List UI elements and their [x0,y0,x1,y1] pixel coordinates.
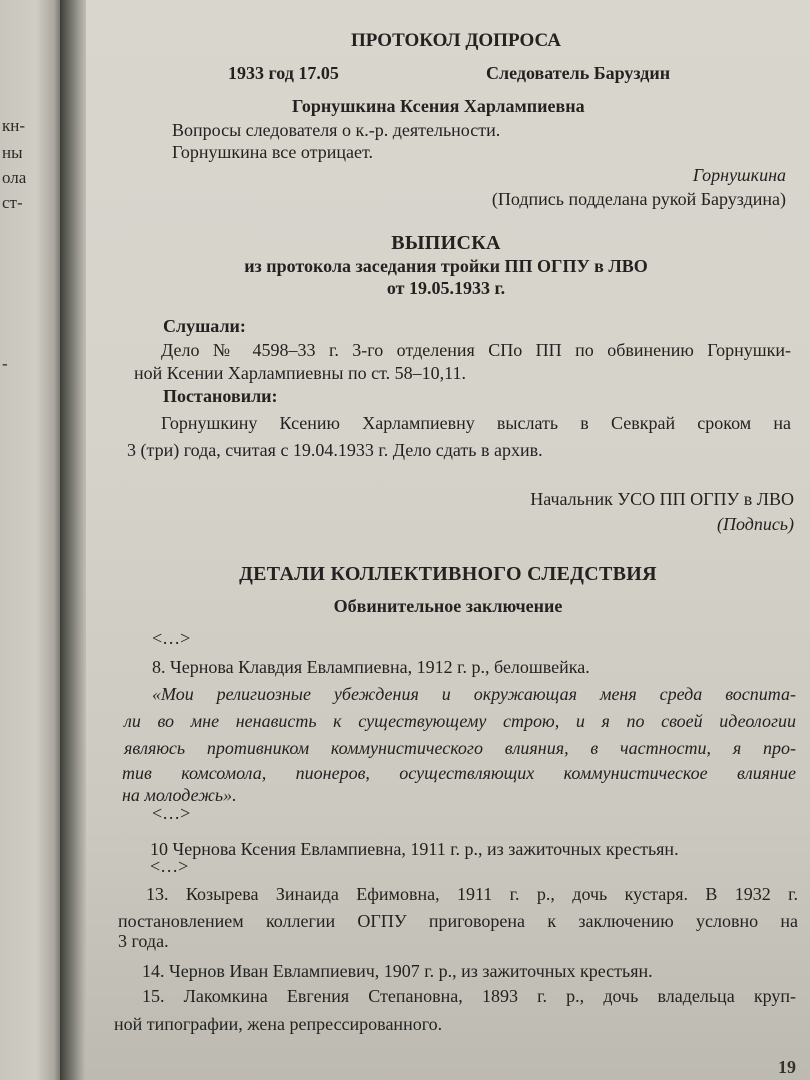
entry-10: 10 Чернова Ксения Евлампиевна, 1911 г. р., из зажиточных крестьян. [150,839,679,859]
chief-signature: (Подпись) [716,514,794,534]
protocol-person: Горнушкина Ксения Харлампиевна [292,96,585,116]
book-gutter [60,0,88,1080]
decided-line: 3 (три) года, считая с 19.04.1933 г. Дело сдать в архив. [127,440,543,460]
protocol-body-line: Вопросы следователя о к.-р. деятельности. [172,120,501,140]
collective-subtitle: Обвинительное заключение [333,596,563,616]
entry-13-line: 3 года. [118,931,169,951]
entry-13-line: постановлением коллегии ОГПУ приговорена к заключению условно на [118,911,798,931]
heard-label: Слушали: [163,316,246,336]
protocol-signature-note: (Подпись подделана рукой Баруздина) [491,189,786,209]
extract-date: от 19.05.1933 г. [386,278,506,298]
chief-title: Начальник УСО ПП ОГПУ в ЛВО [530,489,794,509]
page-number: 19 [778,1057,796,1077]
entry-14: 14. Чернов Иван Евлампиевич, 1907 г. р., из зажиточных крестьян. [142,961,653,981]
extract-subtitle: из протокола заседания тройки ПП ОГПУ в ЛВО [244,256,648,276]
heard-line: ной Ксении Харлампиевны по ст. 58–10,11. [134,363,466,383]
collective-title: ДЕТАЛИ КОЛЛЕКТИВНОГО СЛЕДСТВИЯ [239,563,657,585]
quote-line: «Мои религиозные убеждения и окружающая меня среда воспита- [152,684,796,704]
ellipsis: <…> [152,628,191,648]
left-page-text: ны [2,143,23,162]
protocol-investigator: Следователь Баруздин [486,63,671,83]
ellipsis: <…> [150,856,189,876]
entry-13-line: 13. Козырева Зинаида Ефимовна, 1911 г. р., дочь кустаря. В 1932 г. [146,884,798,904]
book-page [86,0,810,1080]
decided-label: Постановили: [163,386,278,406]
protocol-title: ПРОТОКОЛ ДОПРОСА [351,30,561,51]
decided-line: Горнушкину Ксению Харлампиевну выслать в Севкрай сроком на [161,413,791,433]
previous-page-fragment [0,0,60,1080]
entry-8: 8. Чернова Клавдия Евлампиевна, 1912 г. р., белошвейка. [152,657,590,677]
entry-15-line: 15. Лакомкина Евгения Степановна, 1893 г. р., дочь владельца круп- [142,986,796,1006]
left-page-text: ст- [2,193,23,212]
left-page-text: кн- [2,116,26,135]
protocol-date: 1933 год 17.05 [228,63,339,83]
left-page-text: ола [2,168,27,187]
left-page-text: - [2,354,8,373]
quote-line: тив комсомола, пионеров, осуществляющих коммунистическое влияние [122,763,796,783]
quote-line: являюсь противником коммунистического влияния, в частности, я про- [124,738,796,758]
extract-title: ВЫПИСКА [391,232,501,254]
protocol-body-line: Горнушкина все отрицает. [172,142,374,162]
ellipsis: <…> [152,803,191,823]
heard-line: Дело № 4598–33 г. 3-го отделения СПо ПП по обвинению Горнушки- [161,340,791,360]
protocol-signature: Горнушкина [692,165,786,185]
entry-15-line: ной типографии, жена репрессированного. [114,1014,443,1034]
quote-line: ли во мне ненависть к существующему строю, и я по своей идеологии [124,711,796,731]
quote-line: на молодежь». [122,785,237,805]
